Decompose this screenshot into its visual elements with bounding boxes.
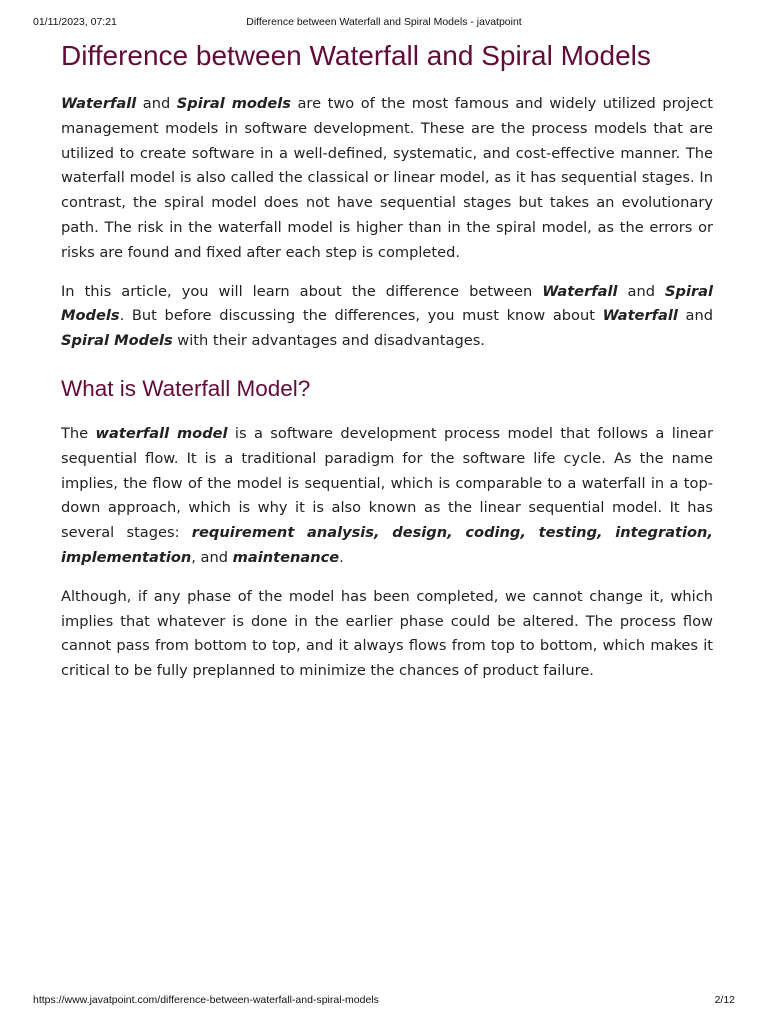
- intro-paragraph: [61, 92, 713, 266]
- print-datetime: 01/11/2023, 07:21: [33, 16, 117, 28]
- waterfall-definition-paragraph: [61, 422, 713, 571]
- print-header: [33, 16, 735, 30]
- print-footer: [33, 994, 735, 1008]
- text-run: and: [617, 282, 665, 300]
- text-run: In this article, you will learn about the difference between: [61, 282, 543, 300]
- intro-text: are two of the most famous and widely utilized project management models in software development. These are the process models that are utilized to create software in a well-defined, systematic, and cost-effective manner. The waterfall model is also called the classical or linear model, as it has sequential stages. In contrast, the spiral model does not have sequential stages but takes an evolutionary path. The risk in the waterfall model is higher than in the spiral model, as the errors or risks are found and fixed after each step is completed.: [61, 95, 713, 261]
- text-run: .: [339, 548, 344, 566]
- section-heading-waterfall: What is Waterfall Model?: [61, 375, 311, 401]
- term-spiral-models: Spiral Models: [61, 282, 714, 325]
- text-run: , and: [191, 548, 233, 566]
- term-waterfall: Waterfall: [61, 95, 137, 112]
- text-run: The: [61, 424, 96, 442]
- page-title: Difference between Waterfall and Spiral Models: [61, 40, 651, 71]
- text-run: with their advantages and disadvantages.: [172, 332, 485, 350]
- text-run: and: [677, 307, 713, 325]
- term-waterfall: Waterfall: [602, 307, 678, 325]
- term-stages-list: requirement analysis, design, coding, testing, integration, implementation: [61, 524, 713, 566]
- text-run: . But before discussing the differences, you must know about: [119, 307, 603, 325]
- term-maintenance: maintenance: [232, 548, 340, 566]
- term-waterfall-model: waterfall model: [95, 424, 228, 442]
- print-page-title: Difference between Waterfall and Spiral Models - javatpoint: [246, 16, 522, 28]
- article-content: [61, 38, 713, 698]
- print-page-number: 2/12: [714, 994, 735, 1006]
- term-waterfall: Waterfall: [542, 282, 618, 300]
- waterfall-constraints-paragraph: Although, if any phase of the model has been completed, we cannot change it, which implies that whatever is done in the earlier phase could be altered. The process flow cannot pass from bottom to top, and it always flows from top to bottom, which makes it critical to be fully preplanned to minimize the chances of product failure.: [61, 587, 713, 680]
- term-spiral-models: Spiral models: [176, 95, 291, 112]
- text-run: is a software development process model that follows a linear sequential flow. It is a traditional paradigm for the software life cycle. As the name implies, the flow of the model is sequential, which is comparable to a waterfall in a top-down approach, which is why it is also known as the linear sequential model. It has several stages:: [61, 424, 713, 542]
- term-spiral-models: Spiral Models: [61, 332, 173, 350]
- article-overview-paragraph: [61, 280, 713, 354]
- print-url: https://www.javatpoint.com/difference-between-waterfall-and-spiral-models: [33, 994, 379, 1006]
- intro-and: and: [136, 95, 177, 112]
